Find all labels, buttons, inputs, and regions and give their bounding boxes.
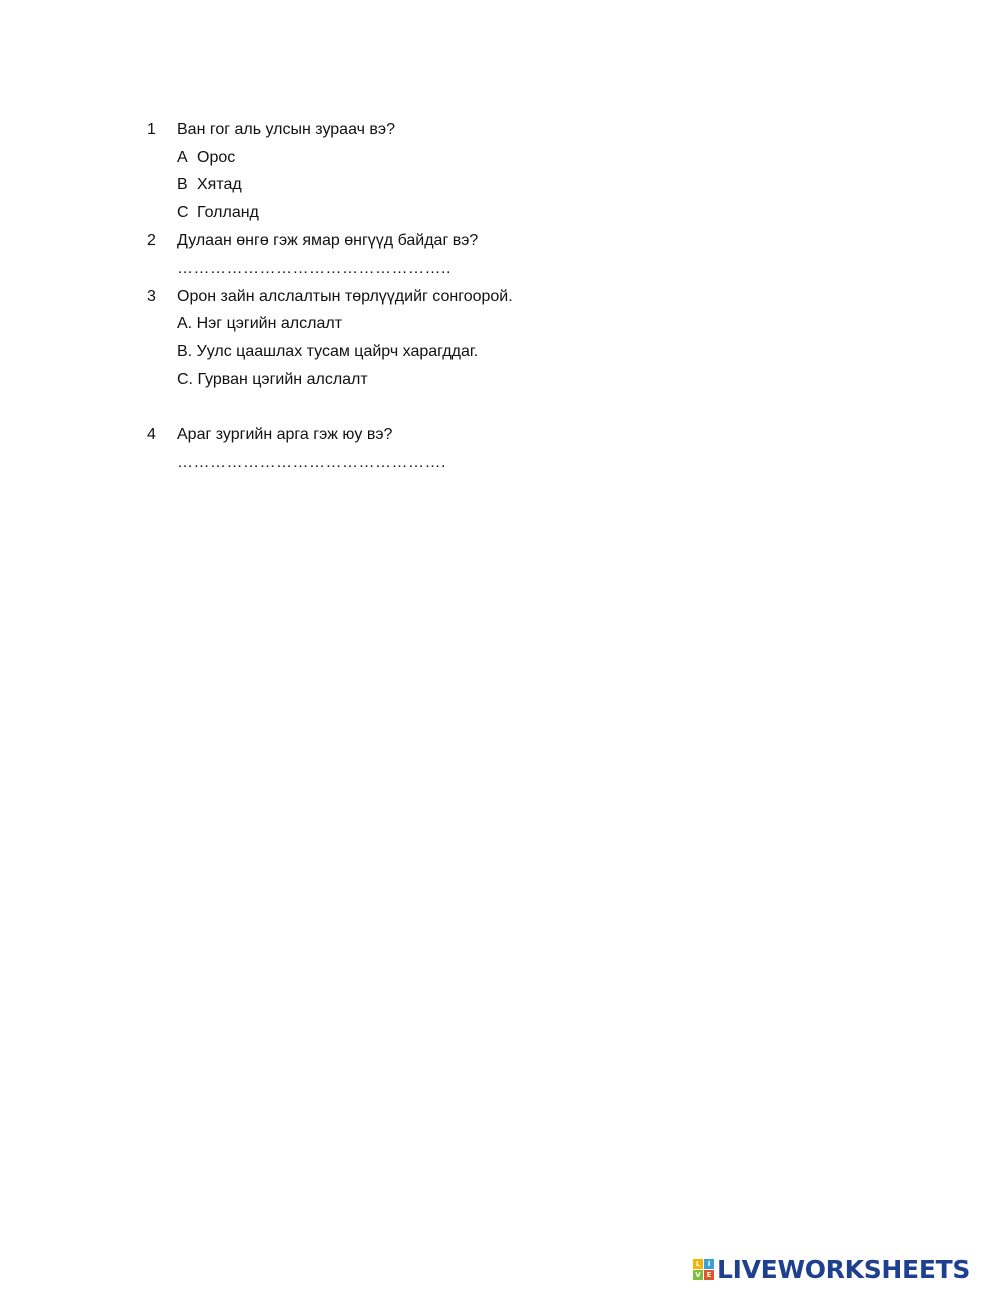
question-1-option-c[interactable] [177,203,259,223]
question-3-option-b[interactable]: B. Уулс цаашлах тусам цайрч харагддаг. [177,343,479,360]
logo-mark-letter: V [693,1270,703,1280]
question-4-answer-field[interactable]: …………………………………………. [177,454,446,471]
question-3-text: Орон зайн алслалтын төрлүүдийг сонгоорой. [177,288,513,305]
option-letter: C [177,204,189,221]
option-text: Орос [197,149,236,166]
logo-text: LIVEWORKSHEETS [717,1254,971,1284]
question-4-text: Араг зургийн арга гэж юу вэ? [177,426,393,443]
question-1-option-a[interactable] [177,148,235,168]
question-1-text: Ван гог аль улсын зураач вэ? [177,121,395,138]
question-3-option-c[interactable]: C. Гурван цэгийн алслалт [177,371,368,388]
question-3-option-a[interactable]: A. Нэг цэгийн алслалт [177,315,343,332]
option-letter: A [177,149,188,166]
question-2-text: Дулаан өнгө гэж ямар өнгүүд байдаг вэ? [177,232,479,249]
logo-mark-letter: E [704,1270,714,1280]
question-3-number: 3 [147,288,156,305]
option-letter: B [177,176,188,193]
option-text: Голланд [197,204,259,221]
logo-mark-letter: L [693,1259,703,1269]
logo-mark-icon [693,1259,714,1280]
liveworksheets-logo [693,1254,970,1284]
question-4-number: 4 [147,426,156,443]
question-1-number: 1 [147,121,156,138]
question-1-option-b[interactable] [177,175,242,195]
option-text: Хятад [197,176,242,193]
question-2-number: 2 [147,232,156,249]
logo-mark-letter: I [704,1259,714,1269]
question-2-answer-field[interactable]: ………………………………………….. [177,260,451,277]
